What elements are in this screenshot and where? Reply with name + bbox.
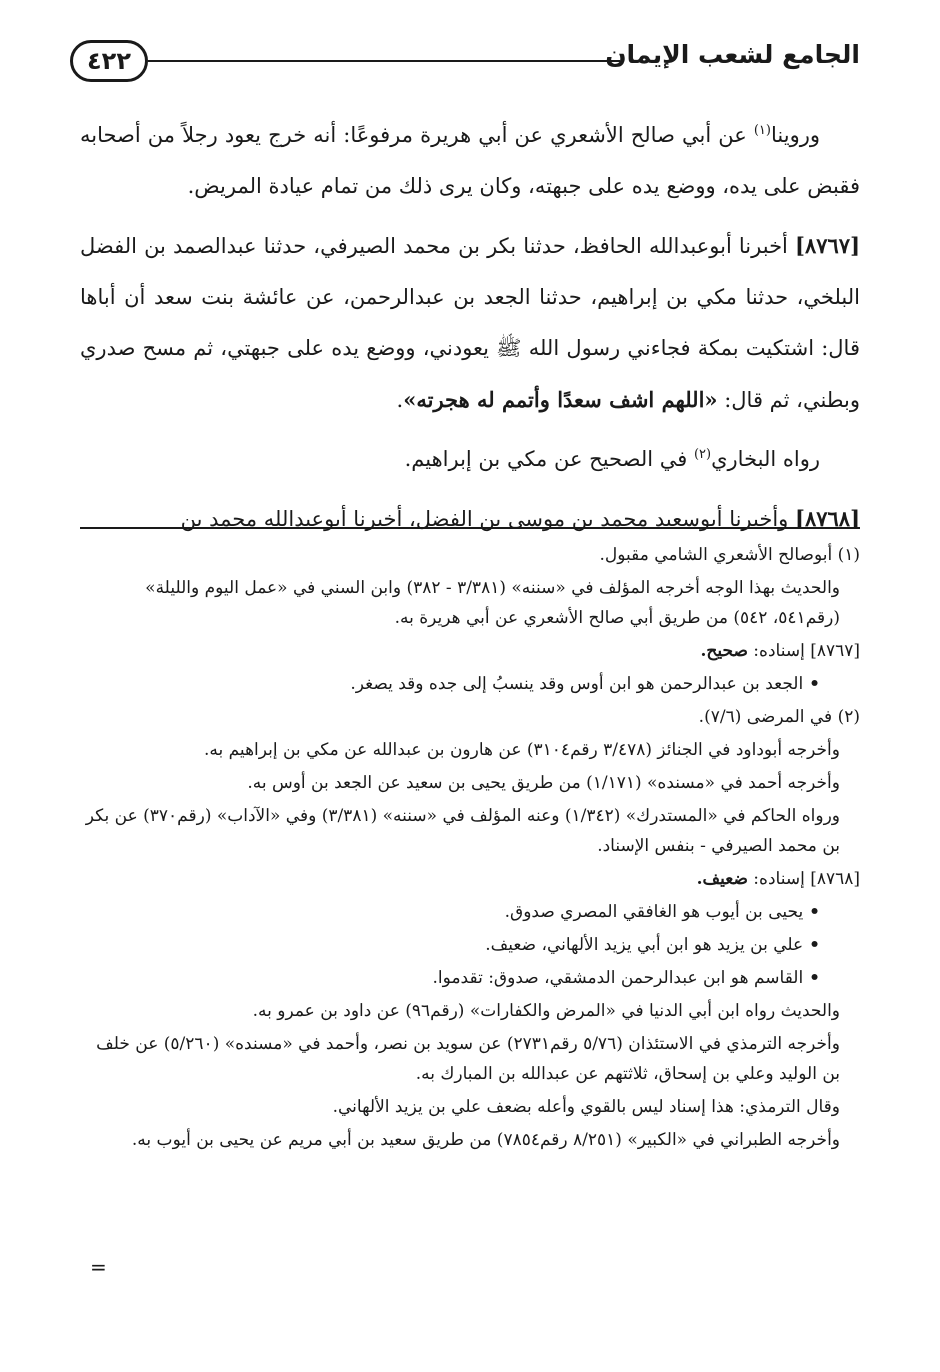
p4-text: وأخبرنا أبوسعيد محمد بن موسى بن الفضل، أخبرنا أبوعبدالله محمد بن xyxy=(180,507,795,531)
header-rule xyxy=(148,60,620,62)
paragraph-8767 xyxy=(80,220,860,426)
p2-quote: «اللهم اشف سعدًا وأتمم له هجرته» xyxy=(403,387,718,412)
footnote-bullet: • القاسم هو ابن عبدالرحمن الدمشقي، صدوق: تقدموا. xyxy=(80,963,860,993)
paragraph-1 xyxy=(80,110,860,212)
footnote-1: (١) أبوصالح الأشعري الشامي مقبول. xyxy=(599,545,860,565)
isnad-label: [٨٧٦٨] إسناده: xyxy=(747,869,860,889)
continuation-mark: = xyxy=(90,1255,107,1279)
footnote-rule xyxy=(80,527,860,529)
footnote-2: (٢) في المرضى (٧/٦). xyxy=(698,707,860,727)
hadith-number: [٨٧٦٧] xyxy=(795,233,860,258)
footnotes xyxy=(80,540,860,1158)
isnad-label: [٨٧٦٧] إسناده: xyxy=(747,641,860,661)
p3-start: رواه البخاري xyxy=(711,447,820,471)
book-title: الجامع لشعب الإيمان xyxy=(605,40,860,69)
footnote-ref-2: (٢) xyxy=(693,447,712,462)
footnote-bullet: • الجعد بن عبدالرحمن هو ابن أوس وقد ينسبُ إلى جده وقد يصغر. xyxy=(80,669,860,699)
isnad-grade: ضعيف. xyxy=(696,869,748,889)
footnote-line: وأخرجه أحمد في «مسنده» (١/١٧١) من طريق يحيى بن سعيد عن الجعد بن أوس به. xyxy=(247,773,840,793)
isnad-grade-8768 xyxy=(80,864,860,894)
footnote-ref-1: (١) xyxy=(753,123,771,138)
p1-rest: عن أبي صالح الأشعري عن أبي هريرة مرفوعًا: أنه خرج يعود رجلاً من أصحابه فقبض على يده، ووضع يده على جبهته، وكان يرى ذلك من تمام عيادة المريض. xyxy=(80,123,860,198)
footnote-line: وأخرجه أبوداود في الجنائز (٣/٤٧٨ رقم٣١٠٤) عن هارون بن عبدالله عن مكي بن إبراهيم به. xyxy=(203,740,840,760)
footnote-bullet: • يحيى بن أيوب هو الغافقي المصري صدوق. xyxy=(80,897,860,927)
p1-start: وروينا xyxy=(770,123,820,147)
footnote-line: وأخرجه الطبراني في «الكبير» (٨/٢٥١ رقم٧٨٥٤) من طريق سعيد بن أبي مريم عن يحيى بن أيوب به. xyxy=(131,1130,840,1150)
footnote-line: وأخرجه الترمذي في الاستئذان (٥/٧٦ رقم٢٧٣١) عن سويد بن نصر، وأحمد في «مسنده» (٥/٢٦٠) عن خلف بن الوليد وعلي بن إسحاق، ثلاثتهم عن عبدالله بن المبارك به. xyxy=(96,1034,840,1084)
paragraph-3 xyxy=(80,434,860,485)
paragraph-8768 xyxy=(80,493,860,545)
footnote-line: ورواه الحاكم في «المستدرك» (١/٣٤٢) وعنه المؤلف في «سننه» (٣/٣٨١) وفي «الآداب» (رقم٣٧٠) عن بكر بن محمد الصيرفي - بنفس الإسناد. xyxy=(85,806,840,856)
footnote-line: والحديث بهذا الوجه أخرجه المؤلف في «سننه» (٣/٣٨١ - ٣٨٢) وابن السني في «عمل اليوم والليلة» (رقم٥٤١، ٥٤٢) من طريق أبي صالح الأشعري عن أبي هريرة به. xyxy=(145,578,840,628)
p2-end: . xyxy=(396,388,404,412)
main-text xyxy=(80,110,860,553)
footnote-line: وقال الترمذي: هذا إسناد ليس بالقوي وأعله بضعف علي بن يزيد الألهاني. xyxy=(332,1097,840,1117)
p3-rest: في الصحيح عن مكي بن إبراهيم. xyxy=(404,447,694,471)
p2-text: أخبرنا أبوعبدالله الحافظ، حدثنا بكر بن محمد الصيرفي، حدثنا عبدالصمد بن الفضل البلخي، حدثنا مكي بن إبراهيم، حدثنا الجعد بن عبدالرحمن، عن عائشة بنت سعد أن أباها قال: اشتكيت بمكة فجاءني رسول الله ﷺ يعودني، ووضع يده على جبهتي، ثم مسح صدري وبطني، ثم قال: xyxy=(80,234,860,412)
footnote-bullet: • علي بن يزيد هو ابن أبي يزيد الألهاني، ضعيف. xyxy=(80,930,860,960)
page-number: ٤٢٢ xyxy=(70,40,148,82)
footnote-line: والحديث رواه ابن أبي الدنيا في «المرض والكفارات» (رقم٩٦) عن داود بن عمرو به. xyxy=(252,1001,840,1021)
isnad-grade-8767 xyxy=(80,636,860,666)
isnad-grade: صحيح. xyxy=(700,641,748,661)
page-header xyxy=(70,38,860,88)
hadith-number: [٨٧٦٨] xyxy=(795,506,860,531)
